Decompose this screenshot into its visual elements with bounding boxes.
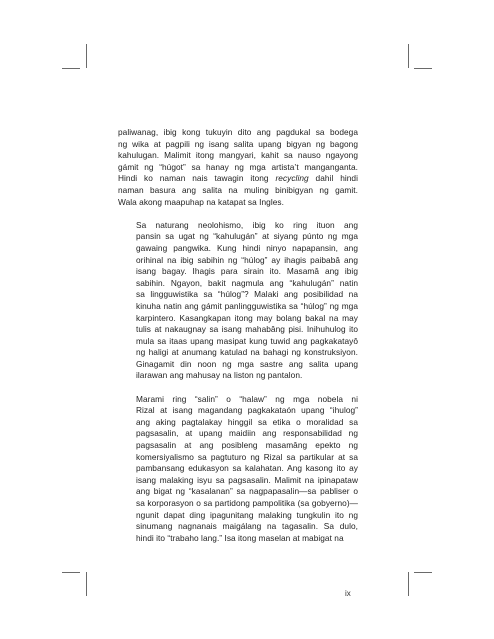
text-line: Sa naturang neolohismo, ibig ko ring ituon ang: [136, 219, 358, 230]
text-line: pagsasalin, at upang maidiin ang responsabilidad ng: [136, 428, 358, 439]
text-line: sabihin. Ngayon, bakit nagmula ang “kahulugán” natin: [136, 277, 358, 288]
body-text: [118, 127, 358, 544]
crop-mark-top-right-v: [408, 44, 409, 68]
text-line: komersiyalismo sa pagtuturo ng Rizal sa partikular at sa: [136, 451, 358, 462]
text-line: orihinal na ibig sabihin ng “húlog” ay ihagis paibabâ ang: [136, 254, 358, 265]
text-line: mula sa itaas upang masipat kung tuwid ang pagkakatayô: [136, 335, 358, 346]
text-line: pambansang edukasyon sa kalahatan. Ang kasong ito ay: [136, 463, 358, 474]
page-number: ix: [345, 589, 351, 598]
text-line: isang malaking isyu sa pagsasalin. Malimit na ipinapataw: [136, 474, 358, 485]
text-line: ng haligi at anumang katulad na bahagi ng konstruksiyon.: [136, 347, 358, 358]
text-line: Hindi ko naman nais tawagin itong recycling dahil hindi: [118, 173, 358, 184]
text-line: gámit ng “húgot” sa hanay ng mga artista’t manganganta.: [118, 161, 358, 172]
paragraph: [118, 220, 358, 382]
text-line: ngunit dapat ding ipagunitang malaking tungkulin ito ng: [136, 509, 358, 520]
text-line: pagsasalin at ang posibleng masamâng epekto ng: [136, 440, 358, 451]
text-line: ang aking pagtalakay hinggil sa etika o moralidad sa: [136, 416, 358, 427]
text-line: Wala akong maapuhap na katapat sa Ingles.: [118, 196, 284, 207]
crop-mark-bottom-right-v: [408, 572, 409, 596]
crop-mark-top-left-v: [86, 44, 87, 68]
text-line: Marami ring “salin” o “halaw” ng mga nobela ni: [136, 393, 358, 404]
text-line: kinuha natin ang gámit panlingguwistika sa “húlog” ng mga: [136, 300, 358, 311]
crop-mark-bottom-right-h: [414, 572, 432, 573]
text-line: Ginagamit din noon ng mga sastre ang salita upang: [136, 358, 358, 369]
text-line: ilarawan ang mahusay na liston ng pantalon.: [136, 370, 303, 381]
text-line: sinumang nagnanais maigálang na tagasalin. Sa dulo,: [136, 521, 358, 532]
crop-mark-top-left-h: [62, 68, 80, 69]
crop-mark-bottom-left-v: [86, 572, 87, 596]
text-line: tulis at nakaugnay sa isang mahabâng pisi. Inihuhulog ito: [136, 324, 358, 335]
text-line: karpintero. Kasangkapan itong may bolang bakal na may: [136, 312, 358, 323]
text-line: naman basura ang salita na muling binibigyan ng gamit.: [118, 184, 358, 195]
text-line: ang bigat ng “kasalanan” sa nagpapasalin—sa pabliser o: [136, 486, 358, 497]
crop-mark-top-right-h: [414, 68, 432, 69]
text-line: isang bagay. Ihagis para sirain ito. Masamâ ang ibig: [136, 266, 358, 277]
paragraph: [118, 127, 358, 208]
text-line: ng wika at pagpili ng isang salita upang bigyan ng bagong: [118, 138, 358, 149]
text-line: hindi ito “trabaho lang.” Isa itong maselan at mabigat na: [136, 532, 344, 543]
paragraph: [118, 394, 358, 545]
text-line: sa lingguwistika sa “húlog”? Malaki ang posibilidad na: [136, 289, 358, 300]
text-line: sa korporasyon o sa partidong pampolitika (sa gobyerno)—: [136, 498, 358, 508]
text-line: gawaing pangwika. Kung hindi ninyo napapansin, ang: [136, 242, 358, 253]
text-line: Rizal at isang magandang pagkakataón upang “ihulog”: [136, 405, 358, 416]
text-line: kahulugan. Malimit itong mangyari, kahit sa nauso ngayong: [118, 150, 358, 161]
text-line: paliwanag, ibig kong tukuyin dito ang pagdukal sa bodega: [118, 127, 358, 137]
text-line: pansin sa ugat ng “kahulugán” at siyang púnto ng mga: [136, 231, 358, 242]
crop-mark-bottom-left-h: [62, 572, 80, 573]
